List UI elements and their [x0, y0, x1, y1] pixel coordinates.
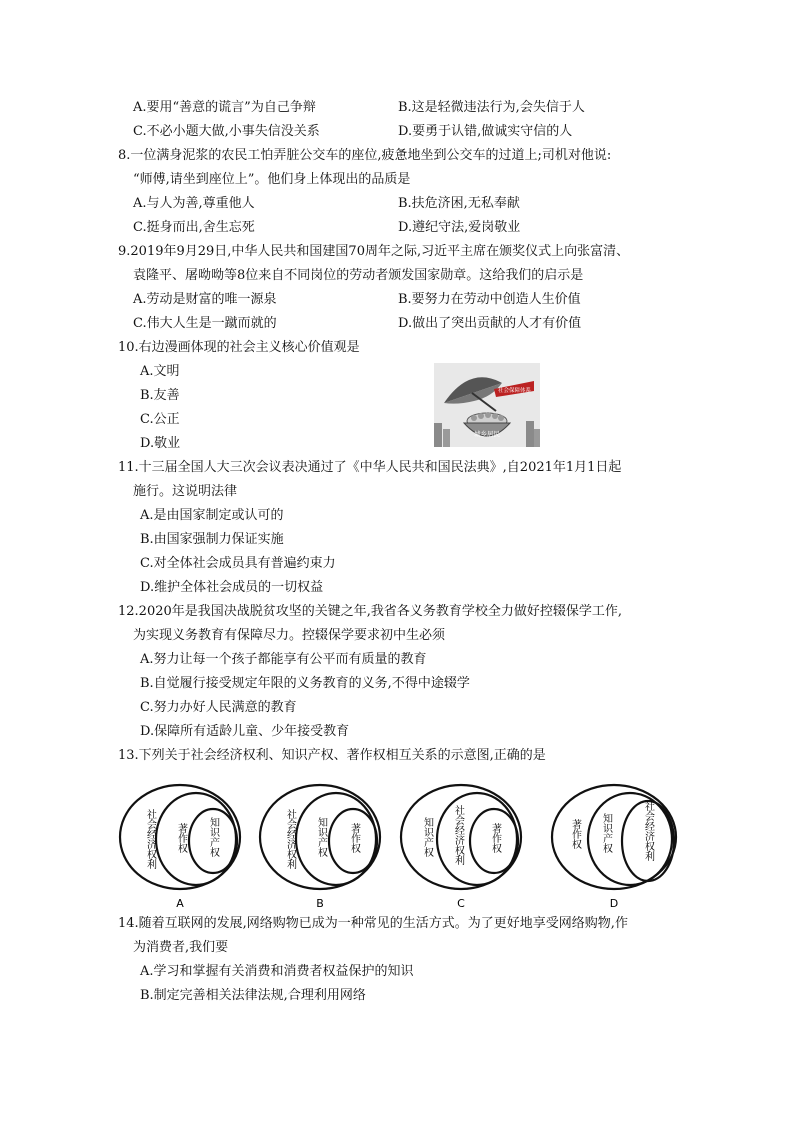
q13-venn-diagrams — [118, 783, 688, 913]
q9-option-d: D.做出了突出贡献的人才有价值 — [398, 316, 582, 331]
person-head-3 — [485, 412, 491, 418]
bowl-text: 城乡居民 — [474, 430, 500, 438]
venn-b-outer-text: 社会经济权利 — [284, 809, 296, 869]
venn-diagram-b — [260, 785, 380, 910]
venn-a-label: A — [176, 897, 184, 910]
q11-option-b: B.由国家强制力保证实施 — [140, 532, 284, 547]
q12-option-c: C.努力办好人民满意的教育 — [140, 700, 297, 715]
venn-d-outer-text: 著作权 — [569, 819, 581, 849]
q10-cartoon — [434, 363, 540, 447]
q7-option-a: A.要用“善意的谎言”为自己争辩 — [133, 100, 316, 115]
q12-stem-line-2: 为实现义务教育有保障尽力。控辍保学要求初中生必须 — [133, 628, 446, 643]
q14-option-b: B.制定完善相关法律法规,合理利用网络 — [140, 988, 366, 1003]
q14-option-a: A.学习和掌握有关消费和消费者权益保护的知识 — [140, 964, 414, 979]
cartoon-building-left-2 — [443, 429, 450, 447]
q12-stem-line-1: 12.2020年是我国决战脱贫攻坚的关键之年,我省各义务教育学校全力做好控辍保学工作, — [118, 604, 623, 619]
q8-option-b: B.扶危济困,无私奉献 — [398, 196, 520, 211]
venn-a-middle-text: 著作权 — [175, 823, 187, 853]
venn-a-inner-text: 知识产权 — [207, 817, 219, 857]
q12-option-d: D.保障所有适龄儿童、少年接受教育 — [140, 724, 350, 739]
person-head-1 — [471, 415, 477, 421]
q11-option-a: A.是由国家制定或认可的 — [140, 508, 284, 523]
q14-stem-line-1: 14.随着互联网的发展,网络购物已成为一种常见的生活方式。为了更好地享受网络购物,作 — [118, 916, 628, 931]
venn-b-middle-text: 知识产权 — [315, 817, 327, 857]
venn-c-middle-circle — [437, 793, 517, 885]
q11-stem-line-1: 11.十三届全国人大三次会议表决通过了《中华人民共和国民法典》,自2021年1月1日起 — [118, 460, 622, 475]
q7-option-d: D.要勇于认错,做诚实守信的人 — [398, 124, 573, 139]
q8-stem-line-1: 8.一位满身泥浆的农民工怕弄脏公交车的座位,疲惫地坐到公交车的过道上;司机对他说: — [118, 148, 612, 163]
q11-stem-line-2: 施行。这说明法律 — [133, 484, 238, 499]
q14-stem-line-2: 为消费者,我们要 — [133, 940, 229, 955]
venn-c-label: C — [457, 897, 465, 910]
venn-c-middle-text: 社会经济权利 — [452, 805, 464, 865]
venn-c-outer-text: 知识产权 — [421, 817, 433, 857]
person-head-2 — [478, 413, 484, 419]
q7-option-c: C.不必小题大做,小事失信没关系 — [133, 124, 320, 139]
q10-option-c: C.公正 — [140, 412, 180, 427]
q9-stem-line-1: 9.2019年9月29日,中华人民共和国建国70周年之际,习近平主席在颁奖仪式上向张富清、 — [118, 244, 630, 259]
q10-option-a: A.文明 — [140, 364, 180, 379]
q8-option-a: A.与人为善,尊重他人 — [133, 196, 255, 211]
venn-d-label: D — [609, 897, 619, 910]
q10-option-b: B.友善 — [140, 388, 180, 403]
q10-stem: 10.右边漫画体现的社会主义核心价值观是 — [118, 340, 360, 355]
q8-stem-line-2: “师傅,请坐到座位上”。他们身上体现出的品质是 — [133, 172, 411, 187]
venn-d-middle-text: 知识产权 — [600, 813, 612, 853]
q9-option-a: A.劳动是财富的唯一源泉 — [133, 292, 277, 307]
venn-b-label: B — [316, 897, 324, 910]
cartoon-building-left — [434, 423, 442, 447]
venn-b-middle-circle — [296, 793, 376, 885]
venn-diagram-a — [120, 785, 240, 910]
q8-option-c: C.挺身而出,舍生忘死 — [133, 220, 255, 235]
q9-option-b: B.要努力在劳动中创造人生价值 — [398, 292, 581, 307]
q8-option-d: D.遵纪守法,爱岗敬业 — [398, 220, 521, 235]
cartoon-building-right — [526, 421, 534, 447]
person-head-5 — [498, 415, 504, 421]
q12-option-a: A.努力让每一个孩子都能享有公平而有质量的教育 — [140, 652, 427, 667]
q9-option-c: C.伟大人生是一蹴而就的 — [133, 316, 277, 331]
venn-b-inner-text: 著作权 — [348, 823, 360, 853]
venn-d-inner-text: 社会经济权利 — [642, 801, 654, 861]
venn-diagram-d — [552, 785, 676, 910]
q9-stem-line-2: 袁隆平、屠呦呦等8位来自不同岗位的劳动者颁发国家勋章。这给我们的启示是 — [133, 268, 584, 283]
venn-diagram-c — [401, 785, 521, 910]
venn-c-inner-text: 著作权 — [489, 823, 501, 853]
umbrella-banner-text: 社会保障体系 — [498, 388, 532, 394]
q12-option-b: B.自觉履行接受规定年限的义务教育的义务,不得中途辍学 — [140, 676, 470, 691]
venn-a-middle-circle — [156, 793, 236, 885]
q13-stem: 13.下列关于社会经济权利、知识产权、著作权相互关系的示意图,正确的是 — [118, 748, 546, 763]
venn-a-outer-text: 社会经济权利 — [144, 809, 156, 869]
person-head-4 — [492, 413, 498, 419]
q11-option-d: D.维护全体社会成员的一切权益 — [140, 580, 324, 595]
q7-option-b: B.这是轻微违法行为,会失信于人 — [398, 100, 585, 115]
q11-option-c: C.对全体社会成员具有普遍约束力 — [140, 556, 336, 571]
q10-option-d: D.敬业 — [140, 436, 181, 451]
cartoon-building-right-2 — [534, 429, 540, 447]
